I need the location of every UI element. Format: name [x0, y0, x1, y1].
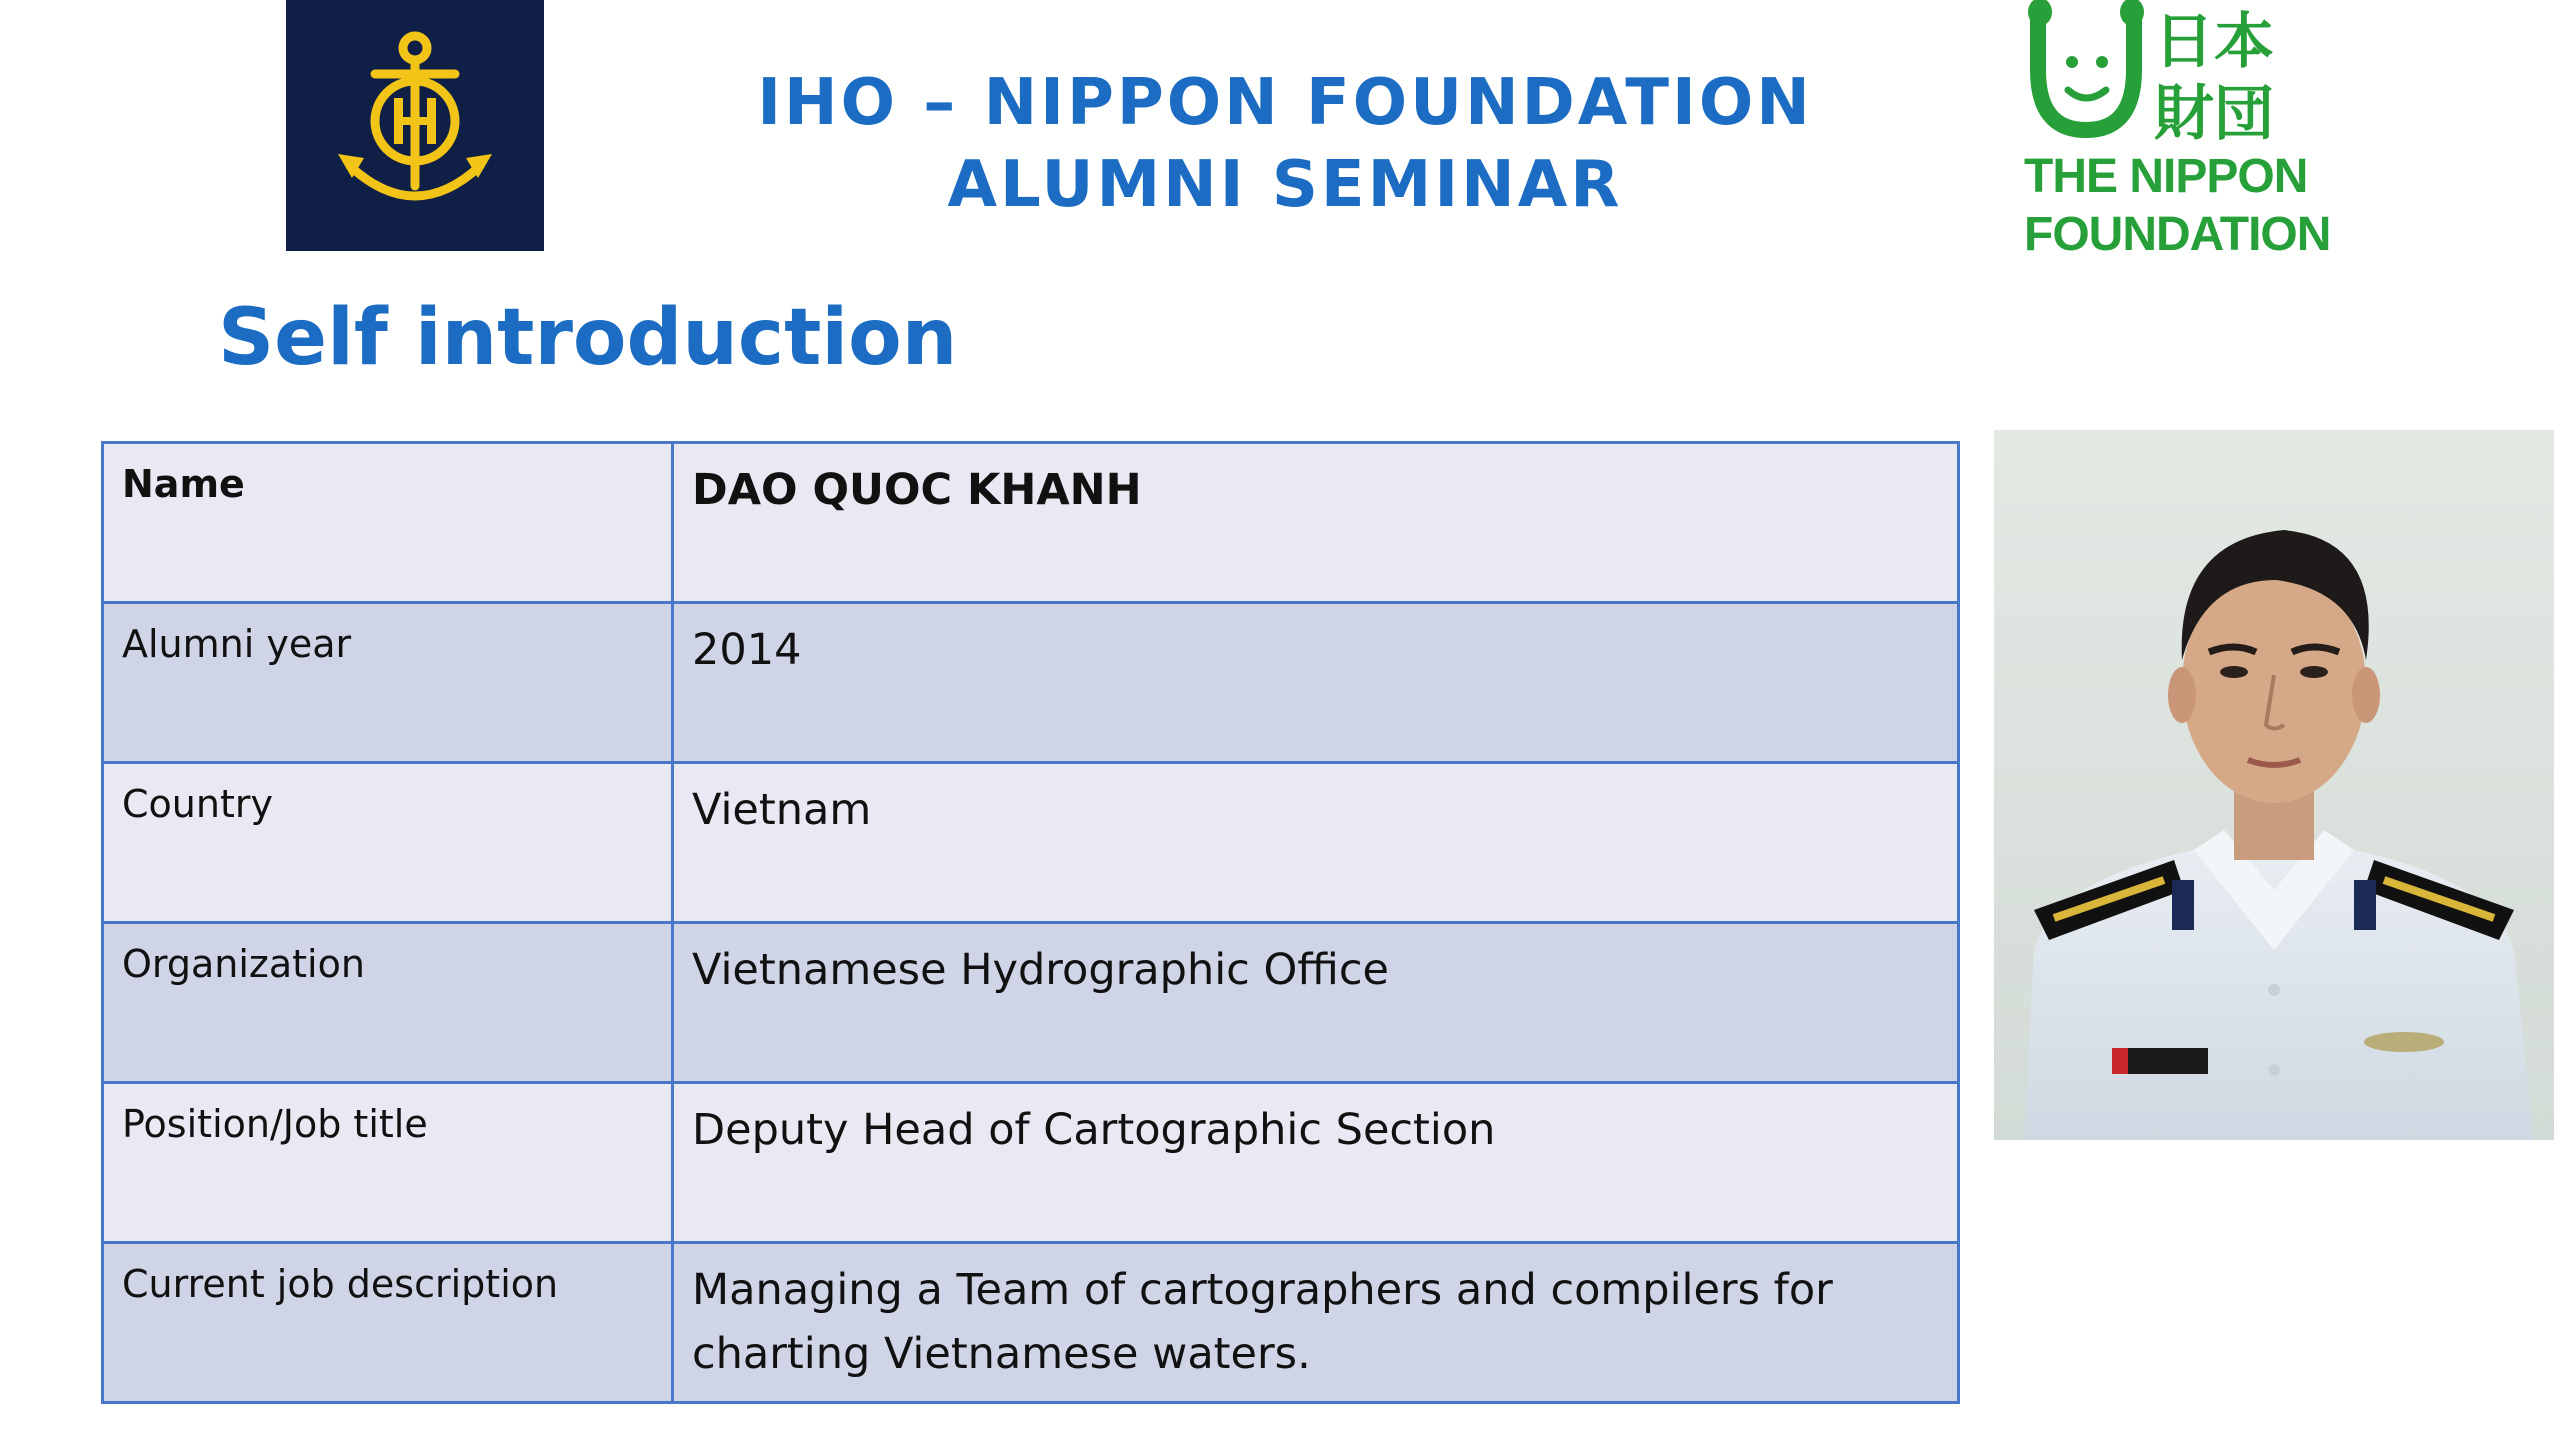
smiling-face-icon [2024, 0, 2296, 142]
row-value-job-description: Managing a Team of cartographers and compilers for charting Vietnamese waters. [673, 1243, 1959, 1403]
nippon-foundation-logo [2024, 0, 2331, 261]
nippon-foundation-wordmark [2024, 148, 2331, 264]
row-label-country: Country [103, 763, 673, 923]
iho-logo [286, 0, 544, 251]
row-label-alumni-year: Alumni year [103, 603, 673, 763]
table-row [103, 443, 1959, 603]
table-row [103, 1083, 1959, 1243]
table-row [103, 763, 1959, 923]
table-row [103, 1243, 1959, 1403]
person-portrait-image [1994, 430, 2554, 1140]
nippon-kanji-top: 日本 [2154, 7, 2274, 77]
table-row [103, 603, 1959, 763]
nippon-wordmark-line2: FOUNDATION [2024, 208, 2331, 261]
row-value-position: Deputy Head of Cartographic Section [673, 1083, 1959, 1243]
section-title: Self introduction [218, 293, 958, 383]
seminar-title-line2: ALUMNI SEMINAR [947, 148, 1623, 222]
row-label-position: Position/Job title [103, 1083, 673, 1243]
seminar-title [640, 62, 1930, 226]
nippon-wordmark-line1: THE NIPPON [2024, 150, 2308, 203]
seminar-title-line1: IHO – NIPPON FOUNDATION [757, 66, 1813, 140]
nippon-kanji-bottom: 財団 [2154, 79, 2274, 142]
row-label-organization: Organization [103, 923, 673, 1083]
row-value-name: DAO QUOC KHANH [673, 443, 1959, 603]
row-label-name: Name [103, 443, 673, 603]
self-introduction-table [101, 441, 1960, 1404]
nippon-foundation-mark [2024, 0, 2296, 142]
profile-photo [1994, 430, 2554, 1140]
row-value-alumni-year: 2014 [673, 603, 1959, 763]
row-value-country: Vietnam [673, 763, 1959, 923]
table-row [103, 923, 1959, 1083]
row-value-organization: Vietnamese Hydrographic Office [673, 923, 1959, 1083]
row-label-job-description: Current job description [103, 1243, 673, 1403]
anchor-emblem-icon [330, 26, 500, 226]
